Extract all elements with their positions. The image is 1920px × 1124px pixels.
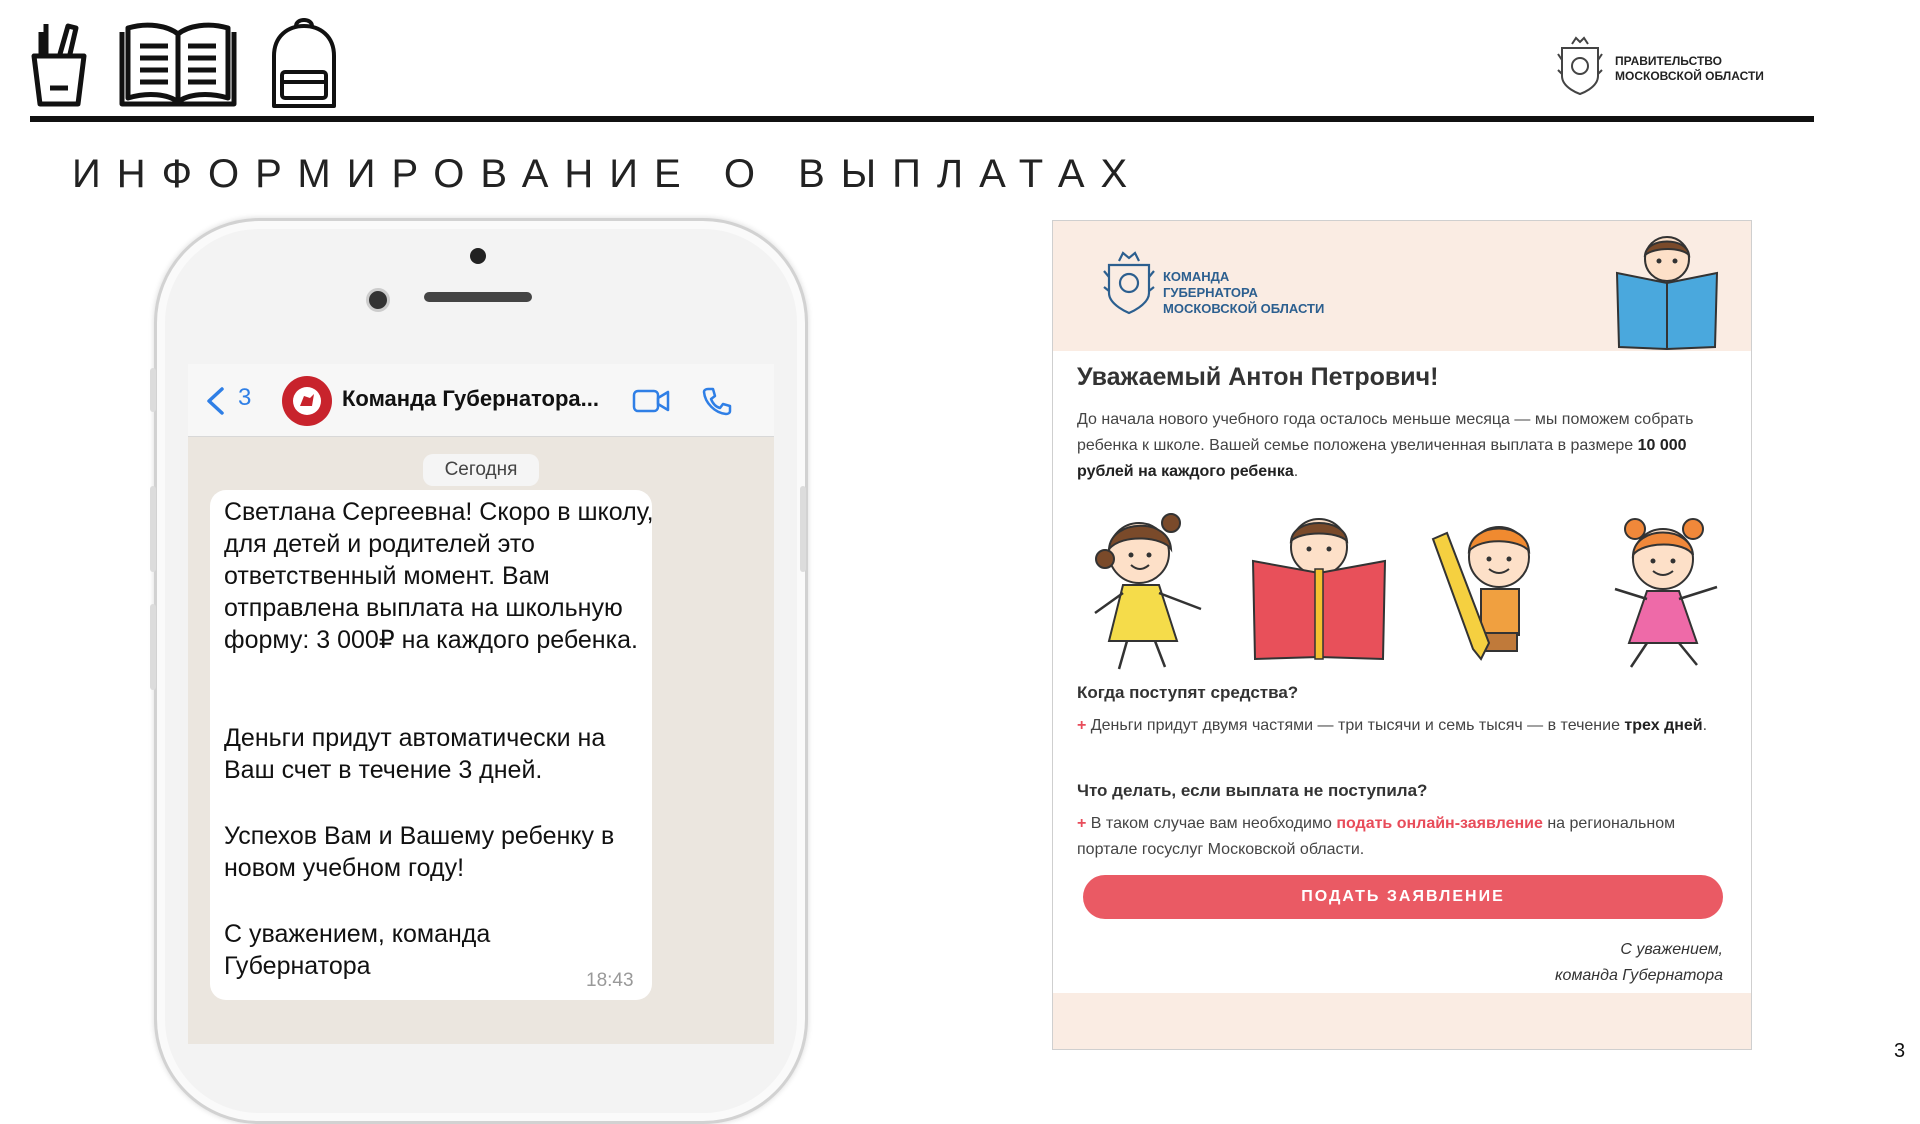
page-number: 3 [1894,1040,1906,1062]
email-footer [1053,993,1751,1049]
phone-volume-up-button [150,486,156,572]
submit-application-button[interactable]: ПОДАТЬ ЗАЯВЛЕНИЕ [1083,875,1723,919]
message-paragraph-2: Деньги придут автоматически на Ваш счет в течение 3 дней. [224,724,606,784]
message-paragraph-1: Светлана Сергеевна! Скоро в школу, для детей и родителей это ответственный момент. Вам отправлена выплата на школьную форму: 3 000₽ на каждого ребенка. [224,498,654,654]
phone-camera [470,248,486,264]
phone-front-camera [366,288,390,312]
contact-avatar[interactable] [282,376,332,426]
signature-line-1: С уважением, [1620,941,1723,958]
team-name: КОМАНДА ГУБЕРНАТОРА МОСКОВСКОЙ ОБЛАСТИ [1163,269,1325,316]
email-card [1052,220,1752,1050]
header-divider [30,116,1814,122]
pencil-cup-icon [28,18,90,108]
email-greeting: Уважаемый Антон Петрович! [1077,363,1439,391]
contact-name[interactable]: Команда Губернатора... [342,386,599,411]
child-reading-illustration [1611,229,1723,351]
online-application-link[interactable]: подать онлайн-заявление [1336,815,1543,832]
girl-pink-dress-illustration [1601,507,1731,673]
question-when: Когда поступят средства? [1077,683,1299,702]
message-paragraph-3: Успехов Вам и Вашему ребенку в новом учебном году! [224,822,615,882]
signature-line-2: команда Губернатора [1554,967,1723,984]
phone-speaker [424,292,532,302]
girl-yellow-dress-illustration [1083,503,1213,673]
phone-volume-down-button [150,604,156,690]
plus-icon: + [1077,815,1087,832]
boy-pencil-illustration [1425,511,1559,671]
backpack-icon [268,16,340,110]
email-intro: До начала нового учебного года осталось меньше месяца — мы поможем собрать ребенка к школе. Вашей семье положена увеличенная выплата в размере 10 000 рублей на каждого ребенка. [1077,411,1694,480]
open-book-icon [118,22,238,108]
plus-icon: + [1077,717,1087,734]
video-call-icon[interactable] [632,388,670,414]
team-emblem-icon [1103,249,1155,315]
message-paragraph-4: С уважением, команда Губернатора [224,920,491,980]
answer-not-received: + В таком случае вам необходимо подать онлайн-заявление на региональном портале госуслуг Московской области. [1077,815,1676,858]
page-title: ИНФОРМИРОВАНИЕ О ВЫПЛАТАХ [72,152,1144,196]
answer-when: + Деньги придут двумя частями — три тысячи и семь тысяч — в течение трех дней. [1077,717,1708,734]
phone-side-button [150,368,156,412]
back-chevron-icon[interactable] [204,386,226,416]
message-bubble[interactable] [210,490,652,1000]
moscow-region-emblem-icon [1556,34,1604,96]
boy-red-book-illustration [1249,511,1391,661]
chat-screen [188,364,774,1044]
payment-amount: 10 000 рублей на каждого ребенка [1077,437,1687,480]
phone-power-button [800,486,806,572]
phone-call-icon[interactable] [702,386,732,416]
question-not-received: Что делать, если выплата не поступила? [1077,781,1428,800]
unread-count[interactable]: 3 [238,384,252,411]
message-timestamp: 18:43 [586,970,634,991]
chat-header [188,364,774,437]
date-separator: Сегодня [423,454,539,486]
gov-name: ПРАВИТЕЛЬСТВО МОСКОВСКОЙ ОБЛАСТИ [1615,54,1764,83]
